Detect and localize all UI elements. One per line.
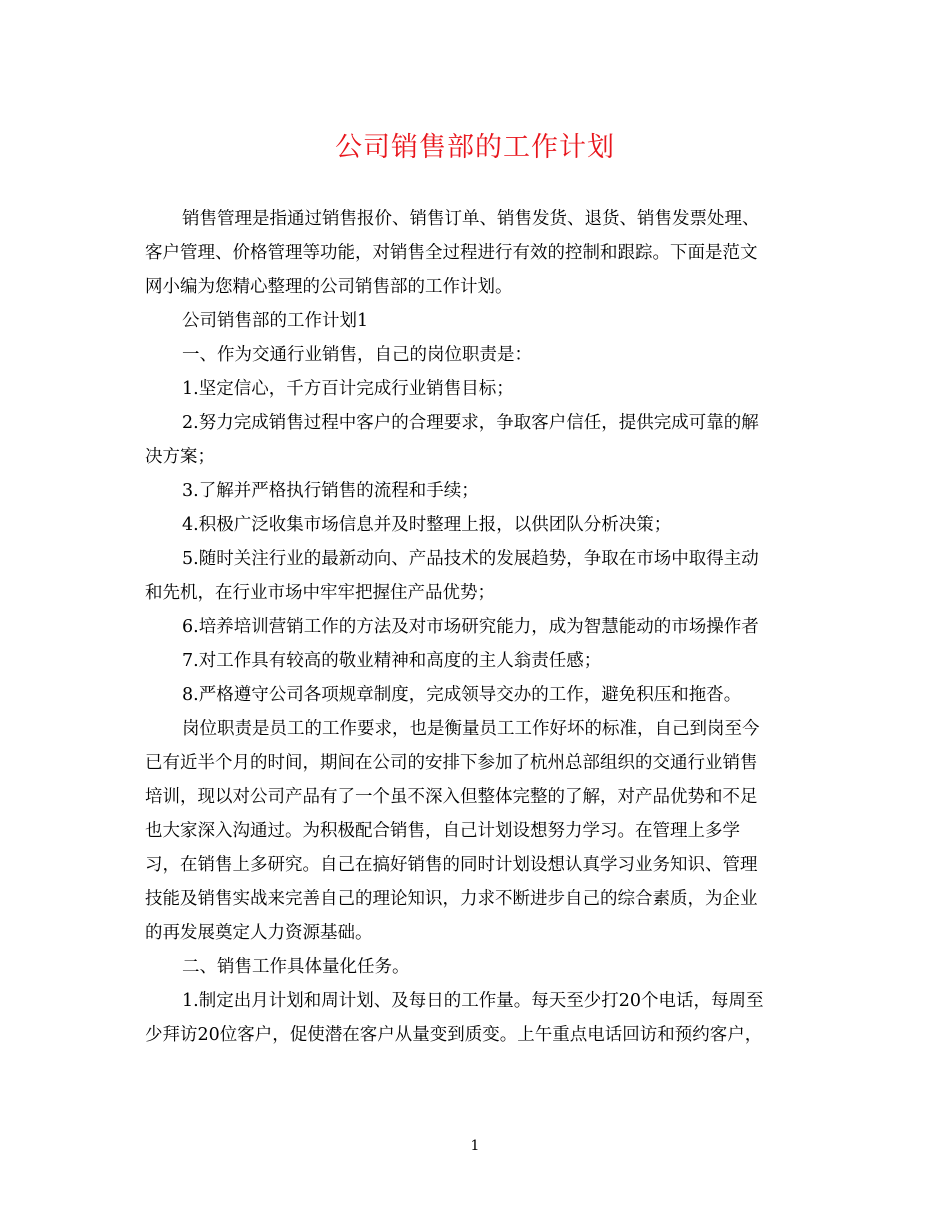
list-item: 3.了解并严格执行销售的流程和手续； [182, 481, 479, 501]
page-number: 1 [470, 1138, 480, 1154]
paragraph-line: 已有近半个月的时间，期间在公司的安排下参加了杭州总部组织的交通行业销售 [145, 753, 758, 773]
paragraph-line: 习，在销售上多研究。自己在搞好销售的同时计划设想认真学习业务知识、管理 [145, 855, 758, 875]
list-item: 4.积极广泛收集市场信息并及时整理上报，以供团队分析决策； [182, 515, 672, 535]
paragraph-line: 岗位职责是员工的工作要求，也是衡量员工工作好坏的标准，自己到岗至今 [182, 719, 760, 739]
list-item-continuation: 和先机，在行业市场中牢牢把握住产品优势； [145, 583, 495, 603]
list-item: 1.坚定信心，千方百计完成行业销售目标； [182, 379, 514, 399]
list-item-continuation: 少拜访20位客户，促使潜在客户从量变到质变。上午重点电话回访和预约客户， [145, 1025, 763, 1045]
list-item-continuation: 决方案； [145, 447, 215, 467]
list-item: 2.努力完成销售过程中客户的合理要求，争取客户信任，提供完成可靠的解 [182, 413, 759, 433]
section-heading: 公司销售部的工作计划1 [182, 311, 369, 331]
paragraph-line: 网小编为您精心整理的公司销售部的工作计划。 [145, 277, 513, 297]
paragraph-line: 培训，现以对公司产品有了一个虽不深入但整体完整的了解，对产品优势和不足 [145, 787, 758, 807]
section-heading: 二、销售工作具体量化任务。 [182, 957, 410, 977]
list-item: 7.对工作具有较高的敬业精神和高度的主人翁责任感； [182, 651, 602, 671]
paragraph-line: 的再发展奠定人力资源基础。 [145, 923, 373, 943]
list-item: 6.培养培训营销工作的方法及对市场研究能力，成为智慧能动的市场操作者 [182, 617, 759, 637]
paragraph-line: 销售管理是指通过销售报价、销售订单、销售发货、退货、销售发票处理、 [182, 209, 760, 229]
paragraph-line: 客户管理、价格管理等功能，对销售全过程进行有效的控制和跟踪。下面是范文 [145, 243, 758, 263]
list-item: 1.制定出月计划和周计划、及每日的工作量。每天至少打20个电话，每周至 [182, 991, 764, 1011]
list-heading: 一、作为交通行业销售，自己的岗位职责是： [182, 345, 532, 365]
paragraph-line: 技能及销售实战来完善自己的理论知识，力求不断进步自己的综合素质，为企业 [145, 889, 758, 909]
list-item: 5.随时关注行业的最新动向、产品技术的发展趋势，争取在市场中取得主动 [182, 549, 759, 569]
paragraph-line: 也大家深入沟通过。为积极配合销售，自己计划设想努力学习。在管理上多学 [145, 821, 740, 841]
list-item: 8.严格遵守公司各项规章制度，完成领导交办的工作，避免积压和拖沓。 [182, 685, 742, 705]
document-title: 公司销售部的工作计划 [335, 132, 615, 163]
